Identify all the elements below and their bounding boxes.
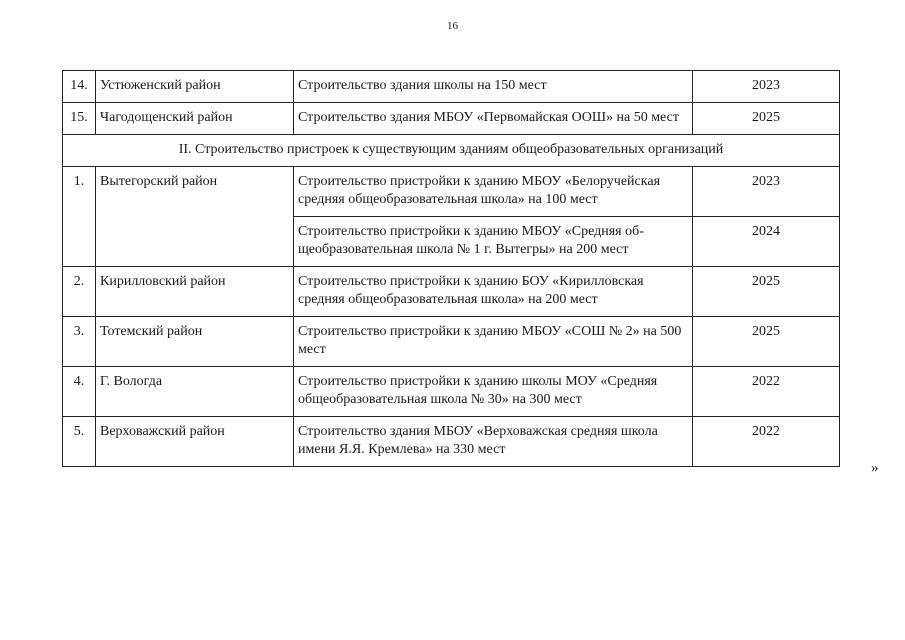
row-number: 3. [63,317,96,367]
row-number: 15. [63,103,96,135]
completion-year: 2023 [693,167,840,217]
row-number: 1. [63,167,96,267]
row-number: 14. [63,71,96,103]
district-name: Устюженский район [96,71,294,103]
row-number: 4. [63,367,96,417]
completion-year: 2025 [693,267,840,317]
table-row [63,367,840,417]
project-description: Строительство пристройки к зданию МБОУ «Белоручейская средняя общеобразовательная школа» на 100 мест [294,167,693,217]
table-row [63,417,840,467]
completion-year: 2022 [693,367,840,417]
project-description: Строительство пристройки к зданию БОУ «Кирилловская средняя общеобразовательная школа» на 200 мест [294,267,693,317]
completion-year: 2025 [693,103,840,135]
table-row [63,167,840,217]
district-name: Чагодощенский район [96,103,294,135]
section-title: II. Строительство пристроек к существующим зданиям общеобразовательных организаций [63,135,840,167]
completion-year: 2023 [693,71,840,103]
table-row [63,267,840,317]
district-name: Верховажский район [96,417,294,467]
completion-year: 2025 [693,317,840,367]
table-row [63,317,840,367]
project-description: Строительство пристройки к зданию МБОУ «Средняя об-щеобразовательная школа № 1 г. Вытегры» на 200 мест [294,217,693,267]
section-heading-row [63,135,840,167]
district-name: Тотемский район [96,317,294,367]
construction-table [62,70,840,467]
project-description: Строительство пристройки к зданию школы МОУ «Средняя общеобразовательная школа № 30» на 300 мест [294,367,693,417]
project-description: Строительство здания МБОУ «Верховажская средняя школа имени Я.Я. Кремлева» на 330 мест [294,417,693,467]
project-description: Строительство пристройки к зданию МБОУ «СОШ № 2» на 500 мест [294,317,693,367]
district-name: Г. Вологда [96,367,294,417]
district-name: Вытегорский район [96,167,294,267]
row-number: 5. [63,417,96,467]
closing-quote: » [871,460,879,476]
page-number: 16 [447,20,458,32]
table-row [63,103,840,135]
table-row [63,71,840,103]
project-description: Строительство здания школы на 150 мест [294,71,693,103]
district-name: Кирилловский район [96,267,294,317]
completion-year: 2024 [693,217,840,267]
project-description: Строительство здания МБОУ «Первомайская ООШ» на 50 мест [294,103,693,135]
completion-year: 2022 [693,417,840,467]
row-number: 2. [63,267,96,317]
